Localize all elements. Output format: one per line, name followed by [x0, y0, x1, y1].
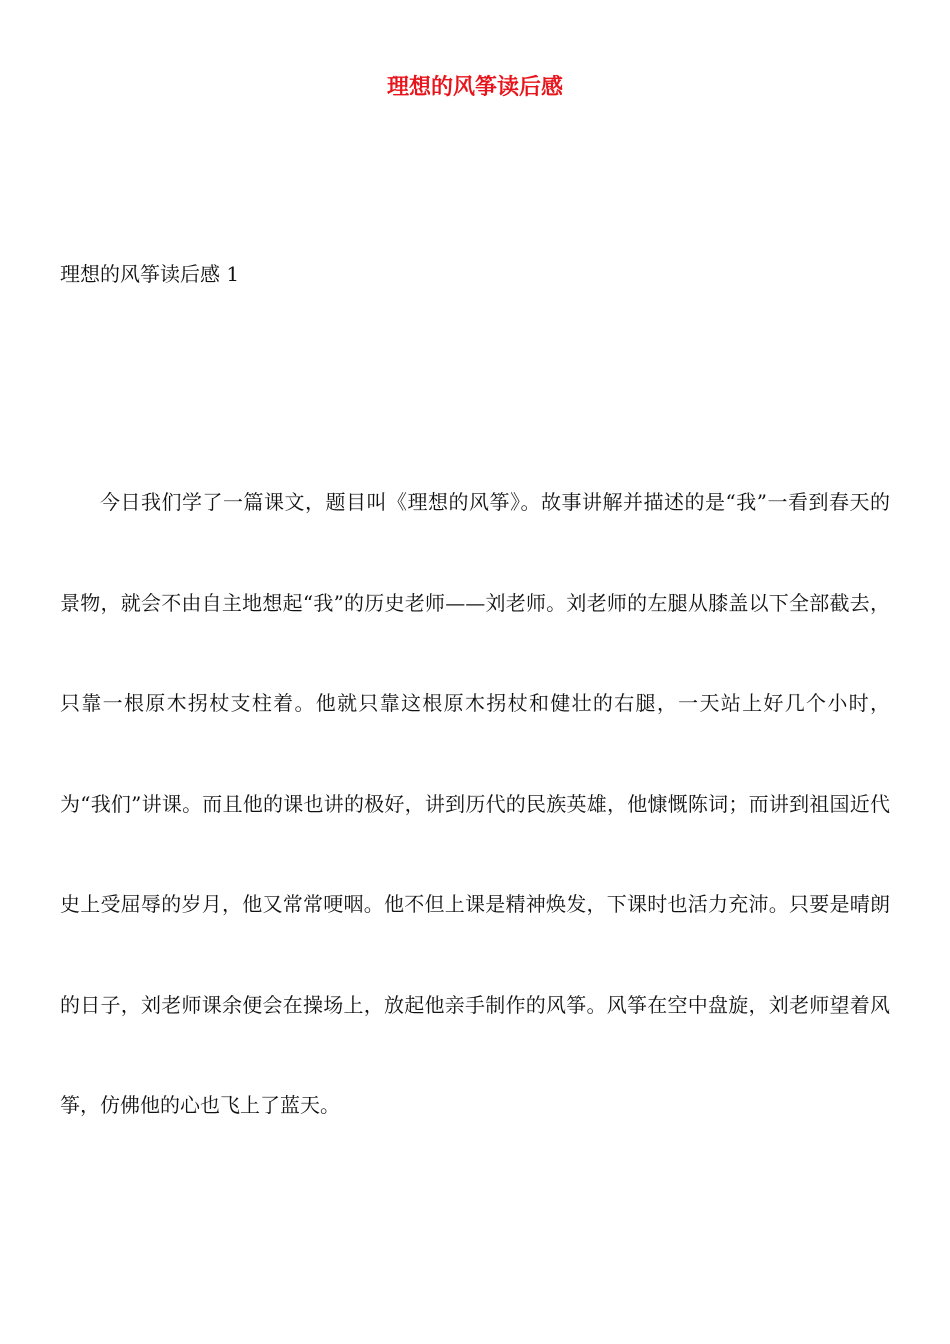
section-heading: 理想的风筝读后感 1 — [60, 262, 240, 286]
document-title: 理想的风筝读后感 — [386, 75, 563, 100]
body-paragraph: 今日我们学了一篇课文，题目叫《理想的风筝》。故事讲解并描述的是“我”一看到春天的景物，就会不由自主地想起“我”的历史老师——刘老师。刘老师的左腿从膝盖以下全部截去，只靠一根原木拐杖支柱着。他就只靠这根原木拐杖和健壮的右腿，一天站上好几个小时，为“我们”讲课。而且他的课也讲的极好，讲到历代的民族英雄，他慷慨陈词；而讲到祖国近代史上受屈辱的岁月，他又常常哽咽。他不但上课是精神焕发，下课时也活力充沛。只要是晴朗的日子，刘老师课余便会在操场上，放起他亲手制作的风筝。风筝在空中盘旋，刘老师望着风筝，仿佛他的心也飞上了蓝天。 — [60, 490, 890, 1117]
